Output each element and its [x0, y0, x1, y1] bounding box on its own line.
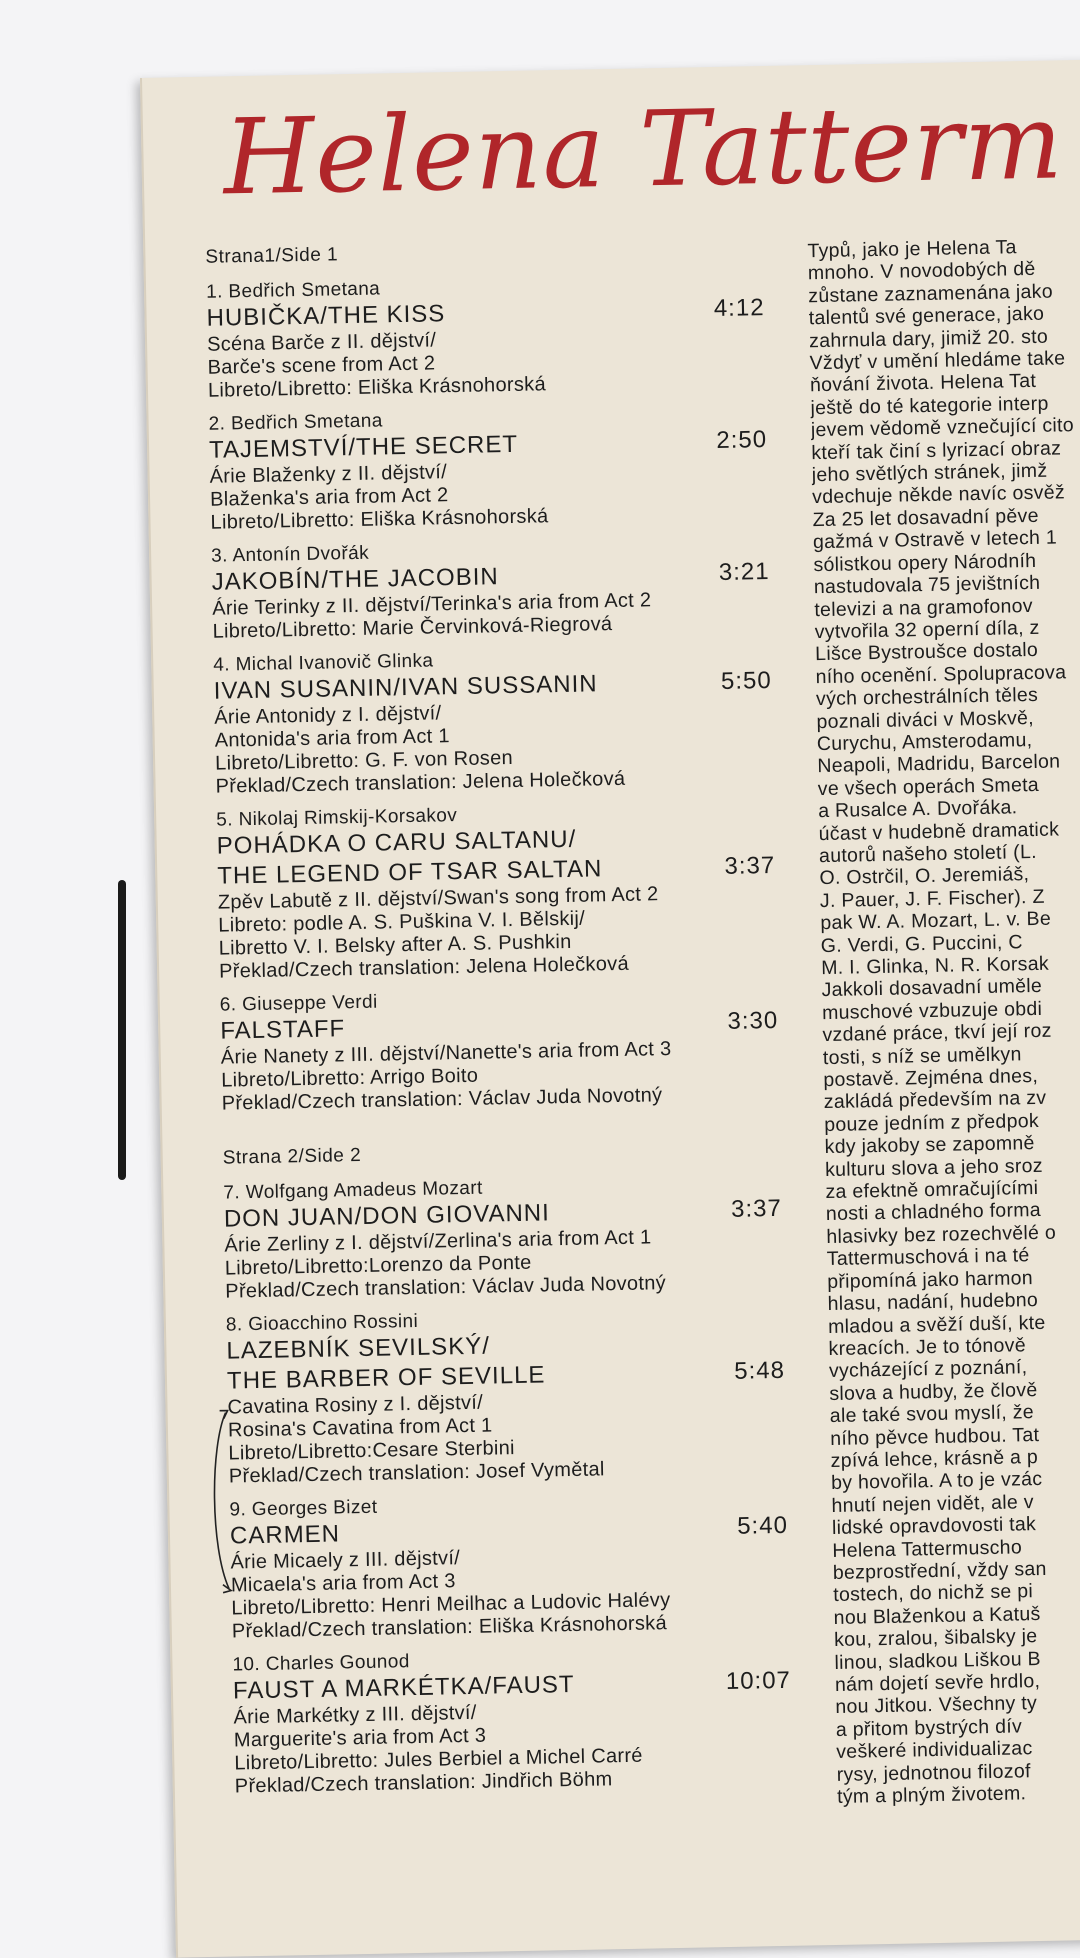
essay-line: nám dojetí sevře hrdlo, [834, 1670, 1041, 1696]
essay-line: zahrnula dary, jimiž 20. sto [808, 325, 1049, 352]
essay-line: Typů, jako je Helena Ta [807, 236, 1017, 263]
track-detail: Árie Markétky z III. dějství/ [233, 1701, 477, 1729]
track-duration: 5:48 [733, 1356, 786, 1385]
track-detail: Barče's scene from Act 2 [207, 352, 436, 379]
track-detail: Libreto: podle A. S. Puškina V. I. Bělskij/ [218, 907, 586, 937]
track-detail: Překlad/Czech translation: Jindřich Böhm [234, 1768, 613, 1798]
track-detail: Libreto/Libretto: Arrigo Boito [221, 1064, 479, 1092]
essay-line: tostech, do nichž se pi [833, 1580, 1034, 1607]
essay-line: bezprostřední, vždy san [832, 1557, 1047, 1584]
side2-tracks [223, 1171, 795, 1799]
track-duration: 5:40 [736, 1511, 789, 1540]
essay-line: kulturu slova a jeho sroz [824, 1154, 1044, 1181]
track-detail: Libreto/Libretto: Jules Berbiel a Michel Carré [234, 1744, 643, 1775]
essay-line: nou Jitkou. Všechny ty [835, 1692, 1038, 1719]
track-item [232, 1643, 795, 1799]
tracklist [205, 236, 795, 1808]
track-detail: Cavatina Rosiny z I. dějství/ [227, 1391, 484, 1419]
track-item [206, 270, 768, 403]
track-detail: Micaela's aria from Act 3 [230, 1570, 456, 1597]
track-detail: Libreto/Libretto: Marie Červinková-Riegrová [212, 613, 613, 643]
track-title: HUBIČKA/THE KISS [206, 300, 446, 332]
essay-line: tým a plným životem. [836, 1782, 1027, 1808]
track-detail: Libretto V. I. Belsky after A. S. Pushkin [218, 930, 572, 960]
record-sleeve [140, 60, 1080, 1958]
essay-line: autorů našeho století (L. [818, 840, 1038, 868]
track-detail: Překlad/Czech translation: Václav Juda Novotný [221, 1084, 663, 1115]
essay-line: vycházející z poznání, [828, 1356, 1028, 1383]
track-title: CARMEN [229, 1520, 341, 1550]
essay-line: hnutí nejen vidět, ale v [831, 1490, 1035, 1517]
essay-line: nosti a chladného forma [825, 1199, 1042, 1226]
track-duration: 2:50 [716, 426, 768, 454]
essay-line: pouze jedním z předpok [824, 1109, 1040, 1136]
track-title: DON JUAN/DON GIOVANNI [223, 1199, 551, 1233]
side1-tracks [206, 270, 782, 1116]
essay-line: kteří tak činí s lyrizací obraz [811, 437, 1062, 464]
essay-line: poznali diváci v Moskvě, [816, 706, 1035, 733]
essay-line: J. Pauer, J. F. Fischer). Z [819, 885, 1045, 912]
track-duration: 3:30 [727, 1006, 779, 1035]
track-composer: 9. Georges Bizet [229, 1496, 378, 1521]
track-duration: 3:37 [730, 1194, 783, 1223]
essay-line: slova a hudby, že člově [829, 1378, 1038, 1405]
track-title: JAKOBÍN/THE JACOBIN [211, 563, 499, 596]
essay-line: vytvořila 32 operní díla, z [814, 616, 1040, 644]
track-duration: 3:21 [718, 558, 770, 586]
essay-line: jeho světlých stránek, jimž [811, 459, 1048, 487]
essay-line: lidské opravdovosti tak [831, 1513, 1037, 1540]
track-item [211, 534, 773, 644]
track-detail: Scéna Barče z II. dějství/ [206, 329, 437, 356]
essay-line: a přitom bystrých dív [835, 1715, 1023, 1741]
essay-line: vdechuje někde navíc osvěž [811, 481, 1066, 509]
track-title-2: THE BARBER OF SEVILLE [226, 1361, 546, 1395]
essay-line: kreacích. Je to tónově [828, 1334, 1027, 1360]
track-detail: Překlad/Czech translation: Jelena Holečková [218, 952, 630, 983]
track-item [208, 402, 770, 535]
essay-line: ale také svou myslí, že [829, 1401, 1035, 1428]
essay-line: zakládá především na zv [823, 1087, 1047, 1114]
track-item [229, 1488, 792, 1644]
track-detail: Překlad/Czech translation: Josef Vymětal [228, 1458, 605, 1488]
essay-line: Helena Tattermuscho [832, 1535, 1023, 1562]
essay-line: sólistkou opery Národníh [813, 549, 1037, 576]
track-title: POHÁDKA O CARU SALTANU/ [216, 825, 577, 860]
track-title: TAJEMSTVÍ/THE SECRET [208, 430, 519, 464]
essay-line: Curychu, Amsterodamu, [816, 728, 1033, 756]
essay-line: připomíná jako harmon [827, 1266, 1034, 1293]
essay-line: ního pěvce hudbou. Tat [830, 1423, 1040, 1450]
essay-line: Jakkoli dosavadní uměle [821, 975, 1043, 1002]
track-detail: Libreto/Libretto: Eliška Krásnohorská [207, 373, 547, 402]
track-item [216, 798, 779, 984]
track-detail: Libreto/Libretto:Lorenzo da Ponte [224, 1251, 532, 1280]
record-edge [118, 880, 126, 1180]
track-item [226, 1303, 789, 1489]
essay-line: vých orchestrálních těles [815, 683, 1039, 711]
track-composer: 2. Bedřich Smetana [208, 410, 383, 435]
essay-line: ního ocenění. Spolupracova [815, 661, 1067, 688]
essay-line: televizi a na gramofonov [814, 594, 1034, 621]
track-title: FALSTAFF [220, 1015, 346, 1045]
artist-title: Helena Tatterm [222, 80, 1065, 219]
essay-line: ještě do té kategorie interp [810, 392, 1049, 420]
track-detail: Árie Antonidy z I. dějství/ [214, 702, 442, 729]
track-duration: 5:50 [720, 666, 772, 695]
track-title: FAUST A MARKÉTKA/FAUST [232, 1670, 575, 1705]
track-composer: 5. Nikolaj Rimskij-Korsakov [216, 805, 458, 831]
essay-line: Vždyť v umění hledáme take [809, 347, 1066, 375]
side2-heading: Strana 2/Side 2 [222, 1144, 362, 1169]
side1-heading: Strana1/Side 1 [205, 244, 339, 268]
essay-line: za efektně omračujícími [825, 1177, 1039, 1204]
essay-line: ve všech operách Smeta [817, 773, 1040, 800]
track-duration: 10:07 [725, 1666, 792, 1696]
essay-line: O. Ostrčil, O. Jeremiáš, [819, 863, 1030, 890]
essay-line: zůstane zaznamenána jako [808, 280, 1054, 308]
track-detail: Libreto/Libretto: Henri Meilhac a Ludovic Halévy [231, 1589, 671, 1620]
track-item [223, 1171, 785, 1304]
essay-line: pak W. A. Mozart, L. v. Be [820, 907, 1052, 935]
track-detail: Blaženka's aria from Act 2 [209, 484, 449, 511]
essay-line: a Rusalce A. Dvořáka. [817, 796, 1018, 823]
track-title: LAZEBNÍK SEVILSKÝ/ [226, 1332, 491, 1365]
essay-line: kdy jakoby se zapomně [824, 1132, 1035, 1159]
track-detail: Překlad/Czech translation: Jelena Holečková [215, 767, 626, 798]
essay-line: gažmá v Ostravě v letech 1 [812, 526, 1058, 554]
essay-line: tosti, s níž se umělkyn [822, 1042, 1022, 1069]
track-detail: Překlad/Czech translation: Eliška Krásnohorská [231, 1612, 668, 1643]
track-composer: 3. Antonín Dvořák [210, 542, 370, 567]
track-detail: Zpěv Labutě z II. dějství/Swan's song from Act 2 [217, 883, 659, 914]
essay-line: M. I. Glinka, N. R. Korsak [821, 952, 1050, 980]
track-duration: 4:12 [713, 294, 765, 323]
essay-line: hlasivky bez rozechvělé o [826, 1221, 1057, 1248]
track-detail: Árie Blaženky z II. dějství/ [209, 461, 448, 488]
essay-line: G. Verdi, G. Puccini, C [820, 930, 1023, 957]
track-detail: Libreto/Libretto: Eliška Krásnohorská [210, 505, 549, 534]
essay-line: muschové vzbuzuje obdi [821, 997, 1043, 1024]
track-detail: Rosina's Cavatina from Act 1 [227, 1414, 493, 1442]
track-composer: 10. Charles Gounod [232, 1651, 410, 1676]
track-detail: Antonida's aria from Act 1 [214, 725, 450, 752]
track-duration: 3:37 [724, 851, 776, 880]
essay-line: nou Blaženkou a Katuš [833, 1602, 1041, 1629]
essay-line: mnoho. V novodobých dě [807, 258, 1036, 285]
track-detail: Libreto/Libretto: G. F. von Rosen [214, 746, 514, 775]
essay-line: ňování života. Helena Tat [809, 370, 1037, 397]
essay-line: nastudovala 75 jevištních [813, 571, 1041, 599]
essay-line: vzdané práce, tkví její roz [822, 1019, 1052, 1047]
essay-line: linou, sladkou Liškou B [834, 1647, 1042, 1674]
track-detail: Překlad/Czech translation: Václav Juda Novotný [225, 1272, 667, 1303]
track-composer: 6. Giuseppe Verdi [219, 991, 378, 1016]
track-detail: Árie Nanety z III. dějství/Nanette's aria from Act 3 [220, 1037, 672, 1069]
essay-line: kou, zralou, šibalsky je [833, 1625, 1038, 1652]
essay-line: talentů své generace, jako [808, 302, 1045, 330]
track-detail: Marguerite's aria from Act 3 [233, 1724, 487, 1752]
essay-line: postavě. Zejména dnes, [823, 1064, 1039, 1092]
essay-line: Tattermuschová i na té [826, 1244, 1030, 1271]
handwritten-bracket-mark [204, 1406, 238, 1597]
track-detail: Libreto/Libretto:Cesare Sterbini [228, 1437, 516, 1465]
essay-line: rysy, jednotnou filozof [836, 1759, 1031, 1786]
essay-line: by hovořila. A to je vzác [830, 1468, 1043, 1495]
essay-line: hlasu, nadání, hudebno [827, 1289, 1039, 1316]
track-composer: 1. Bedřich Smetana [205, 278, 381, 303]
track-title: IVAN SUSANIN/IVAN SUSSANIN [213, 670, 598, 705]
track-composer: 8. Gioacchino Rossini [225, 1310, 419, 1336]
essay-line: Neapoli, Madridu, Barcelon [817, 750, 1061, 778]
track-composer: 7. Wolfgang Amadeus Mozart [223, 1177, 483, 1204]
track-composer: 4. Michal Ivanovič Glinka [213, 650, 434, 676]
essay-line: zpívá lehce, krásně a p [830, 1445, 1039, 1472]
essay-line: jevem vědomě vznečující cito [810, 414, 1075, 442]
essay-line: veškeré individualizac [836, 1737, 1033, 1764]
essay-line: Za 25 let dosavadní pěve [812, 504, 1039, 532]
track-item [213, 643, 776, 799]
liner-notes-essay [807, 234, 1080, 1808]
essay-line: mladou a svěží duší, kte [827, 1311, 1046, 1338]
track-item [220, 983, 782, 1116]
essay-line: Lišce Bystroušce dostalo [814, 639, 1039, 666]
track-detail: Árie Terinky z II. dějství/Terinka's aria from Act 2 [211, 589, 652, 620]
track-title-2: THE LEGEND OF TSAR SALTAN [217, 855, 603, 890]
track-detail: Árie Zerliny z I. dějství/Zerlina's aria from Act 1 [224, 1226, 652, 1257]
essay-line: účast v hudebně dramatick [818, 818, 1060, 845]
track-detail: Árie Micaely z III. dějství/ [230, 1547, 461, 1574]
